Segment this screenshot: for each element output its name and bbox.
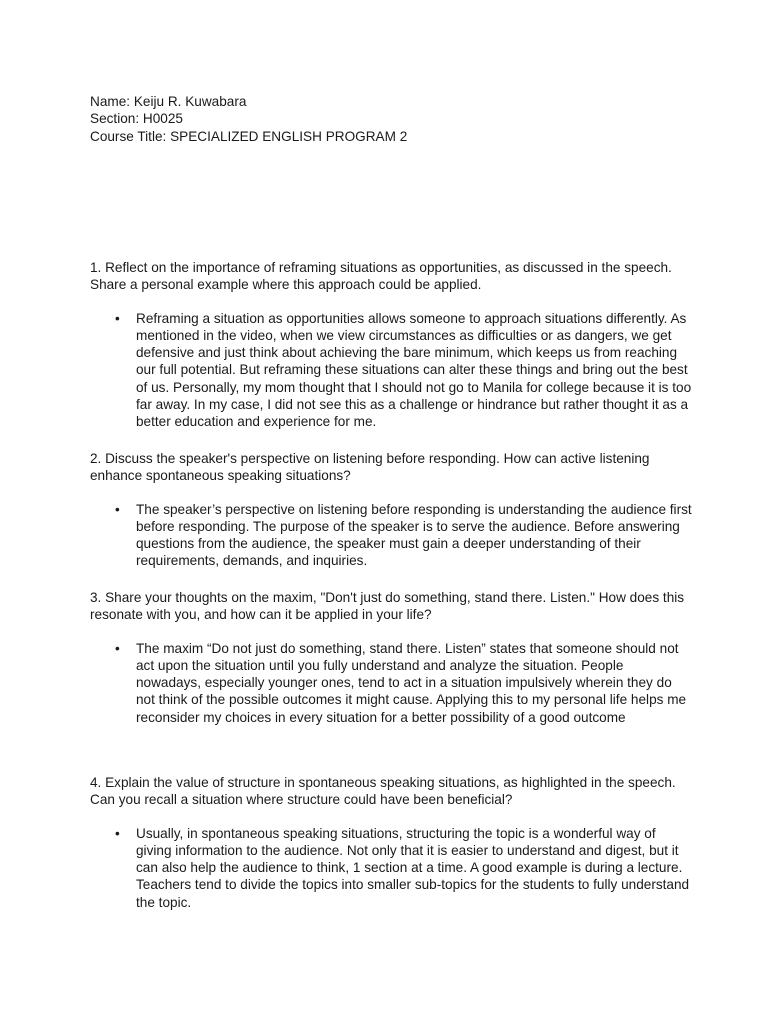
question-block-4 xyxy=(90,774,690,911)
bullet-icon: • xyxy=(115,640,120,656)
answer-3-text: The maxim “Do not just do something, stand there. Listen” states that someone should not act upon the situation until you fully understand and analyze the situation. People nowadays, especially younger ones, tend to act in a situation impulsively wherein they do not think of the possible outcomes it might cause. Applying this to my personal life helps me reconsider my choices in every situation for a better possibility of a good outcome xyxy=(136,640,687,725)
bullet-icon: • xyxy=(115,825,120,841)
course-title: Course Title: SPECIALIZED ENGLISH PROGRAM 2 xyxy=(90,128,408,144)
question-block-1 xyxy=(90,259,690,431)
student-info-header xyxy=(90,93,690,145)
answer-1-bullet-item xyxy=(90,310,692,431)
student-name: Name: Keiju R. Kuwabara xyxy=(90,94,247,109)
answer-4-bullet-item xyxy=(90,825,692,911)
question-1-text: 1. Reflect on the importance of reframing situations as opportunities, as discussed in the speech. Share a personal example where this approach could be applied. xyxy=(90,260,672,293)
bullet-icon: • xyxy=(115,501,120,517)
answer-3-bullet-item xyxy=(90,640,692,726)
bullet-icon: • xyxy=(115,310,120,326)
question-block-3 xyxy=(90,589,690,726)
student-section: Section: H0025 xyxy=(90,111,183,127)
answer-2-text: The speaker’s perspective on listening before responding is understanding the audience first before responding. The purpose of the speaker is to serve the audience. Before answering questions from the audience, the speaker must gain a deeper understanding of their requirements, demands, and inquiries. xyxy=(136,501,692,569)
question-3-text: 3. Share your thoughts on the maxim, "Don't just do something, stand there. Listen." How does this resonate with you, and how can it be applied in your life? xyxy=(90,590,685,623)
question-4-text: 4. Explain the value of structure in spontaneous speaking situations, as highlighted in the speech. Can you recall a situation where structure could have been beneficial? xyxy=(90,775,676,808)
answer-2-bullet-item xyxy=(90,501,692,570)
question-2-text: 2. Discuss the speaker's perspective on listening before responding. How can active listening enhance spontaneous speaking situations? xyxy=(90,451,650,484)
answer-4-text: Usually, in spontaneous speaking situations, structuring the topic is a wonderful way of giving information to the audience. Not only that it is easier to understand and digest, but it can also help the audience to think, 1 section at a time. A good example is during a lecture. Teachers tend to divide the topics into smaller sub-topics for the students to fully understand the topic. xyxy=(136,825,690,910)
answer-1-text: Reframing a situation as opportunities allows someone to approach situations differently. As mentioned in the video, when we view circumstances as difficulties or as dangers, we get defensive and just think about achieving the bare minimum, which keeps us from reaching our full potential. But reframing these situations can alter these things and bring out the best of us. Personally, my mom thought that I should not go to Manila for college because it is too far away. In my case, I did not see this as a challenge or hindrance but rather thought it as a better education and experience for me. xyxy=(136,310,692,430)
question-block-2 xyxy=(90,450,690,570)
